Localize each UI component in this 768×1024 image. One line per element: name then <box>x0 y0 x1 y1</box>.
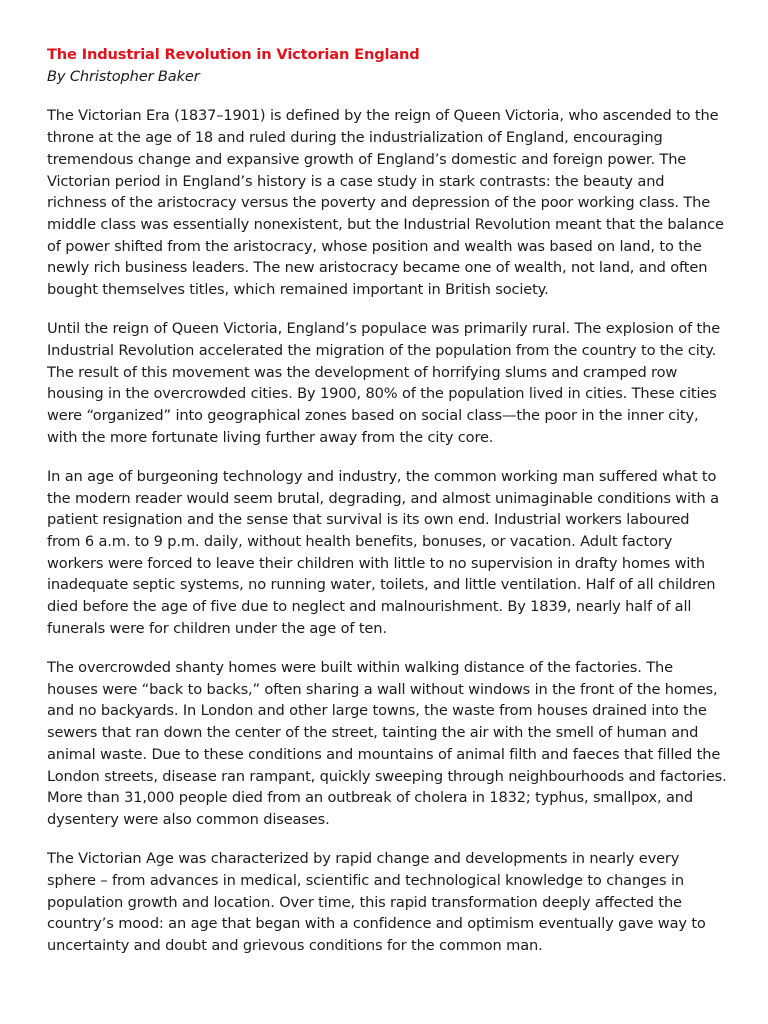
paragraph-3: In an age of burgeoning technology and industry, the common working man suffered what to the modern reader would seem brutal, degrading, and almost unimaginable conditions with a patient resignation and the sense that survival is its own end. Industrial workers laboured from 6 a.m. to 9 p.m. daily, without health benefits, bonuses, or vacation. Adult factory workers were forced to leave their children with little to no supervision in drafty homes with inadequate septic systems, no running water, toilets, and little ventilation. Half of all children died before the age of five due to neglect and malnourishment. By 1839, nearly half of all funerals were for children under the age of ten. <box>47 467 719 637</box>
paragraph-2: Until the reign of Queen Victoria, England’s populace was primarily rural. The explosion of the Industrial Revolution accelerated the migration of the population from the country to the city. The result of this movement was the development of horrifying slums and cramped row housing in the overcrowded cities. By 1900, 80% of the population lived in cities. These cities were “organized” into geographical zones based on social class—the poor in the inner city, with the more fortunate living further away from the city core. <box>47 320 721 446</box>
document-page <box>47 44 727 974</box>
article-byline: By Christopher Baker <box>47 67 200 85</box>
paragraph-4: The overcrowded shanty homes were built within walking distance of the factories. The houses were “back to backs,” often sharing a wall without windows in the front of the homes, and no backyards. In London and other large towns, the waste from houses drained into the sewers that ran down the center of the street, tainting the air with the smell of human and animal waste. Due to these conditions and mountains of animal filth and faeces that filled the London streets, disease ran rampant, quickly sweeping through neighbourhoods and factories. More than 31,000 people died from an outbreak of cholera in 1832; typhus, smallpox, and dysentery were also common diseases. <box>47 659 727 828</box>
article-title: The Industrial Revolution in Victorian England <box>47 46 420 63</box>
paragraph-5: The Victorian Age was characterized by rapid change and developments in nearly every sphere – from advances in medical, scientific and technological knowledge to changes in population growth and location. Over time, this rapid transformation deeply affected the country’s mood: an age that began with a confidence and optimism eventually gave way to uncertainty and doubt and grievous conditions for the common man. <box>47 850 706 955</box>
paragraph-1: The Victorian Era (1837–1901) is defined by the reign of Queen Victoria, who ascended to the throne at the age of 18 and ruled during the industrialization of England, encouraging tremendous change and expansive growth of England’s domestic and foreign power. The Victorian period in England’s history is a case study in stark contrasts: the beauty and richness of the aristocracy versus the poverty and depression of the poor working class. The middle class was essentially nonexistent, but the Industrial Revolution meant that the balance of power shifted from the aristocracy, whose position and wealth was based on land, to the newly rich business leaders. The new aristocracy became one of wealth, not land, and often bought themselves titles, which remained important in British society. <box>47 107 724 299</box>
